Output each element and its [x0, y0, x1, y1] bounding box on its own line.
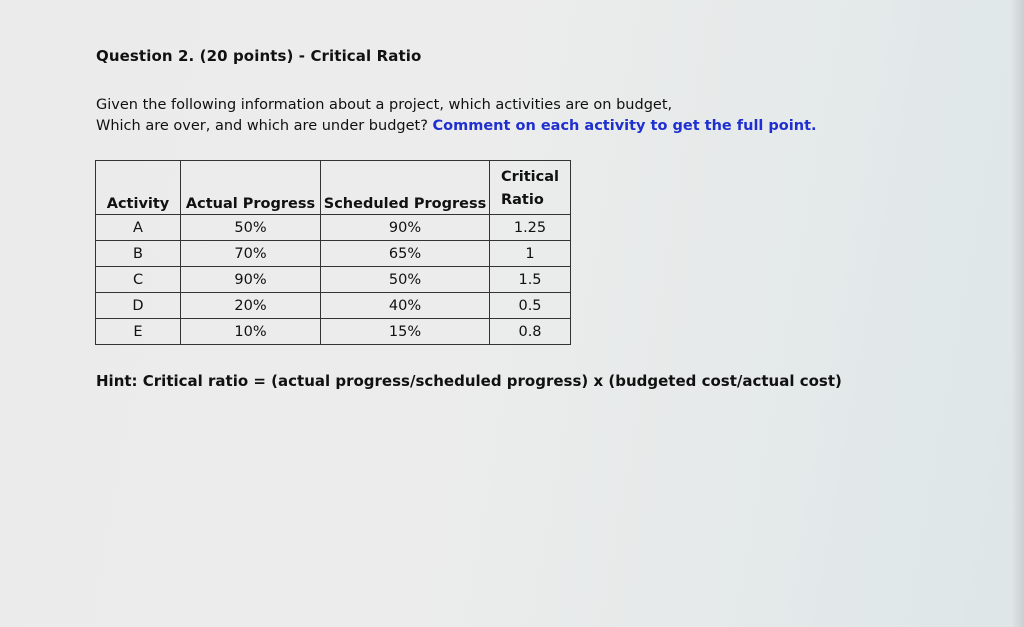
prompt-instruction: Comment on each activity to get the full point.	[432, 118, 817, 134]
cell-scheduled-progress: 50%	[321, 267, 490, 293]
table-row	[96, 267, 571, 293]
cell-actual-progress: 50%	[181, 215, 321, 241]
cell-scheduled-progress: 15%	[321, 319, 490, 345]
cell-actual-progress: 70%	[181, 241, 321, 267]
header-scheduled-progress: Scheduled Progress	[321, 161, 490, 215]
hint-text: Hint: Critical ratio = (actual progress/scheduled progress) x (budgeted cost/actual cost)	[96, 372, 842, 390]
table-row	[96, 319, 571, 345]
table-row	[96, 241, 571, 267]
monitor-edge	[1010, 0, 1024, 627]
prompt-line-2-text: Which are over, and which are under budget?	[96, 118, 433, 134]
cell-activity: A	[96, 215, 181, 241]
cell-scheduled-progress: 65%	[321, 241, 490, 267]
cell-activity: D	[96, 293, 181, 319]
cell-actual-progress: 20%	[181, 293, 321, 319]
question-prompt	[96, 95, 856, 137]
cell-actual-progress: 90%	[181, 267, 321, 293]
cell-activity: E	[96, 319, 181, 345]
header-actual-progress: Actual Progress	[181, 161, 321, 215]
prompt-line-1: Given the following information about a project, which activities are on budget,	[96, 97, 673, 113]
cell-critical-ratio: 0.8	[490, 319, 571, 345]
cell-activity: C	[96, 267, 181, 293]
cell-critical-ratio: 0.5	[490, 293, 571, 319]
header-critical-ratio-line1: Critical	[500, 169, 559, 185]
activity-table	[95, 160, 571, 345]
cell-critical-ratio: 1.25	[490, 215, 571, 241]
header-activity: Activity	[96, 161, 181, 215]
prompt-line-2	[96, 116, 856, 137]
cell-activity: B	[96, 241, 181, 267]
cell-critical-ratio: 1	[490, 241, 571, 267]
table-row	[96, 215, 571, 241]
cell-scheduled-progress: 90%	[321, 215, 490, 241]
question-title: Question 2. (20 points) - Critical Ratio	[96, 47, 422, 65]
cell-critical-ratio: 1.5	[490, 267, 571, 293]
table-header-row	[96, 161, 571, 215]
table-row	[96, 293, 571, 319]
cell-scheduled-progress: 40%	[321, 293, 490, 319]
header-critical-ratio-line2: Ratio	[500, 192, 544, 208]
header-critical-ratio	[490, 161, 571, 215]
cell-actual-progress: 10%	[181, 319, 321, 345]
